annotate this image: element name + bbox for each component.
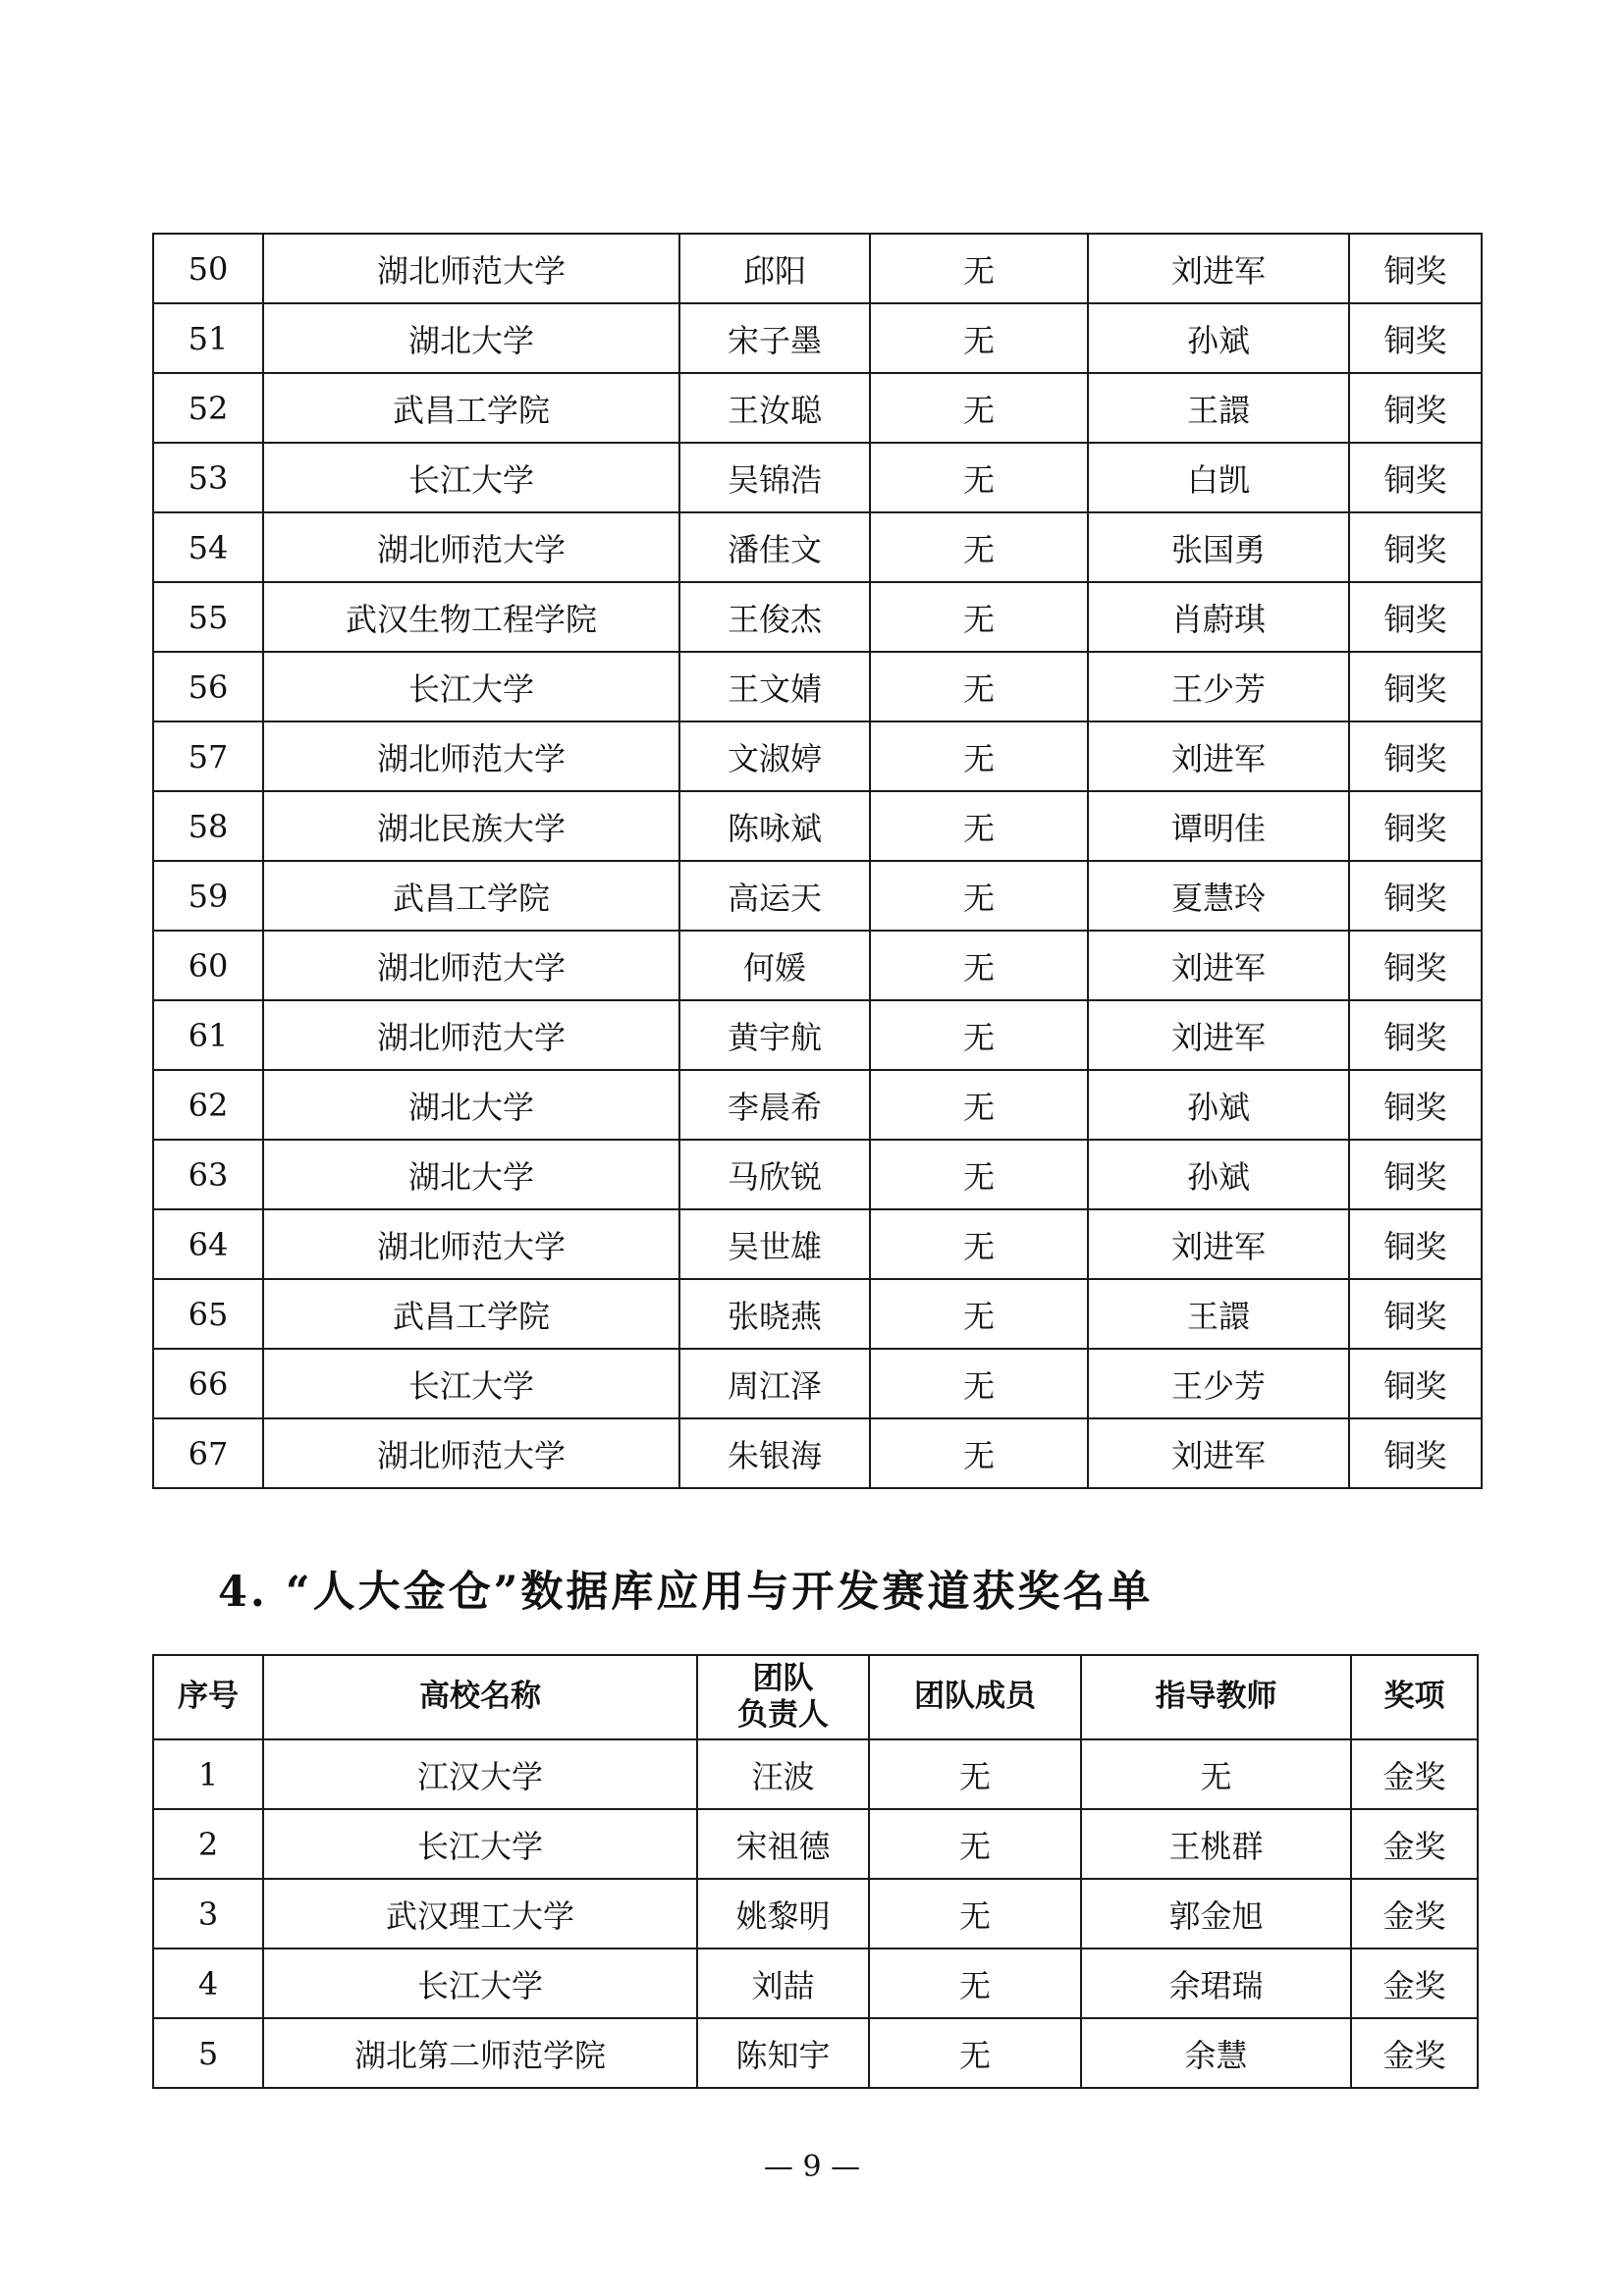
cell-no: 5 — [153, 2018, 263, 2088]
cell-school: 长江大学 — [263, 443, 679, 512]
table-row — [153, 2018, 1478, 2088]
table-row — [153, 1279, 1482, 1349]
cell-no: 4 — [153, 1949, 263, 2018]
table-row — [153, 234, 1482, 303]
cell-leader: 张晓燕 — [679, 1279, 870, 1349]
table-row — [153, 721, 1482, 791]
cell-award: 铜奖 — [1349, 861, 1482, 931]
cell-leader: 汪波 — [697, 1739, 869, 1809]
cell-no: 58 — [153, 791, 263, 861]
cell-advisor: 王少芳 — [1088, 652, 1349, 721]
cell-leader: 高运天 — [679, 861, 870, 931]
cell-no: 65 — [153, 1279, 263, 1349]
cell-advisor: 余慧 — [1081, 2018, 1351, 2088]
table-row — [153, 443, 1482, 512]
table-row — [153, 1418, 1482, 1488]
cell-school: 湖北民族大学 — [263, 791, 679, 861]
cell-award: 铜奖 — [1349, 303, 1482, 373]
page-number: — 9 — — [763, 2150, 861, 2184]
cell-advisor: 张国勇 — [1088, 512, 1349, 582]
cell-leader: 周江泽 — [679, 1349, 870, 1418]
cell-leader: 宋祖德 — [697, 1809, 869, 1879]
cell-advisor: 孙斌 — [1088, 1140, 1349, 1209]
cell-award: 铜奖 — [1349, 512, 1482, 582]
cell-advisor: 王桃群 — [1081, 1809, 1351, 1879]
cell-school: 武昌工学院 — [263, 1279, 679, 1349]
cell-members: 无 — [870, 1000, 1088, 1070]
cell-members: 无 — [870, 512, 1088, 582]
cell-leader: 吴锦浩 — [679, 443, 870, 512]
header-school: 高校名称 — [263, 1655, 697, 1739]
cell-no: 61 — [153, 1000, 263, 1070]
cell-award: 铜奖 — [1349, 234, 1482, 303]
cell-no: 55 — [153, 582, 263, 652]
cell-no: 50 — [153, 234, 263, 303]
cell-no: 52 — [153, 373, 263, 443]
cell-leader: 潘佳文 — [679, 512, 870, 582]
cell-members: 无 — [870, 303, 1088, 373]
cell-school: 湖北师范大学 — [263, 1000, 679, 1070]
cell-advisor: 王譞 — [1088, 1279, 1349, 1349]
cell-school: 湖北师范大学 — [263, 931, 679, 1000]
cell-school: 湖北师范大学 — [263, 512, 679, 582]
cell-leader: 邱阳 — [679, 234, 870, 303]
cell-leader: 马欣锐 — [679, 1140, 870, 1209]
cell-school: 湖北第二师范学院 — [263, 2018, 697, 2088]
cell-advisor: 谭明佳 — [1088, 791, 1349, 861]
cell-leader: 刘喆 — [697, 1949, 869, 2018]
cell-no: 67 — [153, 1418, 263, 1488]
table-row — [153, 861, 1482, 931]
cell-no: 59 — [153, 861, 263, 931]
cell-leader: 黄宇航 — [679, 1000, 870, 1070]
cell-school: 长江大学 — [263, 1349, 679, 1418]
cell-award: 金奖 — [1351, 1739, 1478, 1809]
cell-award: 铜奖 — [1349, 1418, 1482, 1488]
table-row — [153, 1070, 1482, 1140]
cell-members: 无 — [869, 1809, 1081, 1879]
table-row — [153, 1739, 1478, 1809]
table-row — [153, 1949, 1478, 2018]
cell-members: 无 — [869, 1879, 1081, 1949]
cell-leader: 王俊杰 — [679, 582, 870, 652]
table-row — [153, 1000, 1482, 1070]
table-row — [153, 791, 1482, 861]
award-table-continued — [152, 233, 1483, 1489]
cell-members: 无 — [870, 1418, 1088, 1488]
table-row — [153, 1809, 1478, 1879]
cell-no: 2 — [153, 1809, 263, 1879]
award-table-kingbase-body — [153, 1739, 1478, 2088]
cell-no: 60 — [153, 931, 263, 1000]
table-row — [153, 1349, 1482, 1418]
table-row — [153, 512, 1482, 582]
table-row — [153, 652, 1482, 721]
cell-school: 武汉理工大学 — [263, 1879, 697, 1949]
table-row — [153, 931, 1482, 1000]
award-table-continued-body — [153, 234, 1482, 1488]
cell-no: 51 — [153, 303, 263, 373]
cell-school: 湖北大学 — [263, 303, 679, 373]
cell-award: 铜奖 — [1349, 1140, 1482, 1209]
cell-school: 长江大学 — [263, 1949, 697, 2018]
cell-award: 金奖 — [1351, 2018, 1478, 2088]
cell-leader: 陈知宇 — [697, 2018, 869, 2088]
table-row — [153, 1140, 1482, 1209]
cell-no: 64 — [153, 1209, 263, 1279]
cell-award: 铜奖 — [1349, 652, 1482, 721]
cell-advisor: 王譞 — [1088, 373, 1349, 443]
cell-school: 武汉生物工程学院 — [263, 582, 679, 652]
cell-award: 铜奖 — [1349, 721, 1482, 791]
cell-award: 铜奖 — [1349, 1070, 1482, 1140]
header-leader-line1: 团队 — [752, 1660, 814, 1696]
cell-school: 湖北师范大学 — [263, 721, 679, 791]
table-row — [153, 303, 1482, 373]
cell-advisor: 孙斌 — [1088, 303, 1349, 373]
cell-leader: 王文婧 — [679, 652, 870, 721]
cell-school: 湖北师范大学 — [263, 1418, 679, 1488]
cell-members: 无 — [870, 1279, 1088, 1349]
cell-members: 无 — [870, 1140, 1088, 1209]
cell-members: 无 — [870, 861, 1088, 931]
cell-award: 铜奖 — [1349, 1279, 1482, 1349]
cell-members: 无 — [870, 234, 1088, 303]
header-leader-line2: 负责人 — [737, 1697, 829, 1733]
cell-award: 铜奖 — [1349, 1349, 1482, 1418]
cell-advisor: 刘进军 — [1088, 721, 1349, 791]
table-header-row — [153, 1655, 1478, 1739]
cell-members: 无 — [870, 1070, 1088, 1140]
cell-award: 金奖 — [1351, 1809, 1478, 1879]
cell-members: 无 — [869, 1949, 1081, 2018]
cell-members: 无 — [869, 1739, 1081, 1809]
cell-advisor: 刘进军 — [1088, 234, 1349, 303]
cell-advisor: 王少芳 — [1088, 1349, 1349, 1418]
cell-leader: 吴世雄 — [679, 1209, 870, 1279]
cell-award: 金奖 — [1351, 1879, 1478, 1949]
section-heading: 4. “人大金仓”数据库应用与开发赛道获奖名单 — [218, 1568, 1154, 1617]
award-table-kingbase — [152, 1654, 1479, 2089]
cell-no: 57 — [153, 721, 263, 791]
cell-school: 湖北师范大学 — [263, 1209, 679, 1279]
table-row — [153, 373, 1482, 443]
header-no: 序号 — [153, 1655, 263, 1739]
header-award: 奖项 — [1351, 1655, 1478, 1739]
header-members: 团队成员 — [869, 1655, 1081, 1739]
cell-leader: 朱银海 — [679, 1418, 870, 1488]
cell-award: 铜奖 — [1349, 791, 1482, 861]
cell-no: 62 — [153, 1070, 263, 1140]
cell-advisor: 肖蔚琪 — [1088, 582, 1349, 652]
cell-members: 无 — [870, 721, 1088, 791]
cell-school: 江汉大学 — [263, 1739, 697, 1809]
cell-advisor: 刘进军 — [1088, 1418, 1349, 1488]
cell-advisor: 余珺瑞 — [1081, 1949, 1351, 2018]
cell-no: 3 — [153, 1879, 263, 1949]
table-row — [153, 1209, 1482, 1279]
cell-advisor: 无 — [1081, 1739, 1351, 1809]
cell-no: 54 — [153, 512, 263, 582]
cell-leader: 宋子墨 — [679, 303, 870, 373]
cell-members: 无 — [870, 1349, 1088, 1418]
cell-advisor: 刘进军 — [1088, 1000, 1349, 1070]
cell-no: 56 — [153, 652, 263, 721]
cell-award: 铜奖 — [1349, 931, 1482, 1000]
cell-members: 无 — [870, 582, 1088, 652]
cell-no: 1 — [153, 1739, 263, 1809]
cell-advisor: 郭金旭 — [1081, 1879, 1351, 1949]
cell-school: 武昌工学院 — [263, 373, 679, 443]
cell-award: 金奖 — [1351, 1949, 1478, 2018]
cell-members: 无 — [870, 373, 1088, 443]
header-leader — [697, 1655, 869, 1739]
cell-no: 63 — [153, 1140, 263, 1209]
cell-award: 铜奖 — [1349, 1209, 1482, 1279]
cell-members: 无 — [870, 1209, 1088, 1279]
cell-members: 无 — [870, 791, 1088, 861]
cell-advisor: 夏慧玲 — [1088, 861, 1349, 931]
cell-award: 铜奖 — [1349, 1000, 1482, 1070]
cell-leader: 姚黎明 — [697, 1879, 869, 1949]
cell-no: 66 — [153, 1349, 263, 1418]
cell-advisor: 孙斌 — [1088, 1070, 1349, 1140]
cell-members: 无 — [869, 2018, 1081, 2088]
cell-members: 无 — [870, 443, 1088, 512]
cell-leader: 李晨希 — [679, 1070, 870, 1140]
cell-school: 长江大学 — [263, 1809, 697, 1879]
cell-school: 湖北师范大学 — [263, 234, 679, 303]
cell-school: 武昌工学院 — [263, 861, 679, 931]
table-row — [153, 582, 1482, 652]
cell-award: 铜奖 — [1349, 443, 1482, 512]
cell-award: 铜奖 — [1349, 582, 1482, 652]
cell-school: 湖北大学 — [263, 1140, 679, 1209]
cell-school: 湖北大学 — [263, 1070, 679, 1140]
header-advisor: 指导教师 — [1081, 1655, 1351, 1739]
cell-members: 无 — [870, 931, 1088, 1000]
cell-leader: 文淑婷 — [679, 721, 870, 791]
cell-advisor: 白凯 — [1088, 443, 1349, 512]
cell-members: 无 — [870, 652, 1088, 721]
cell-advisor: 刘进军 — [1088, 931, 1349, 1000]
cell-leader: 王汝聪 — [679, 373, 870, 443]
cell-school: 长江大学 — [263, 652, 679, 721]
cell-no: 53 — [153, 443, 263, 512]
cell-award: 铜奖 — [1349, 373, 1482, 443]
cell-leader: 陈咏斌 — [679, 791, 870, 861]
table-row — [153, 1879, 1478, 1949]
cell-leader: 何媛 — [679, 931, 870, 1000]
cell-advisor: 刘进军 — [1088, 1209, 1349, 1279]
